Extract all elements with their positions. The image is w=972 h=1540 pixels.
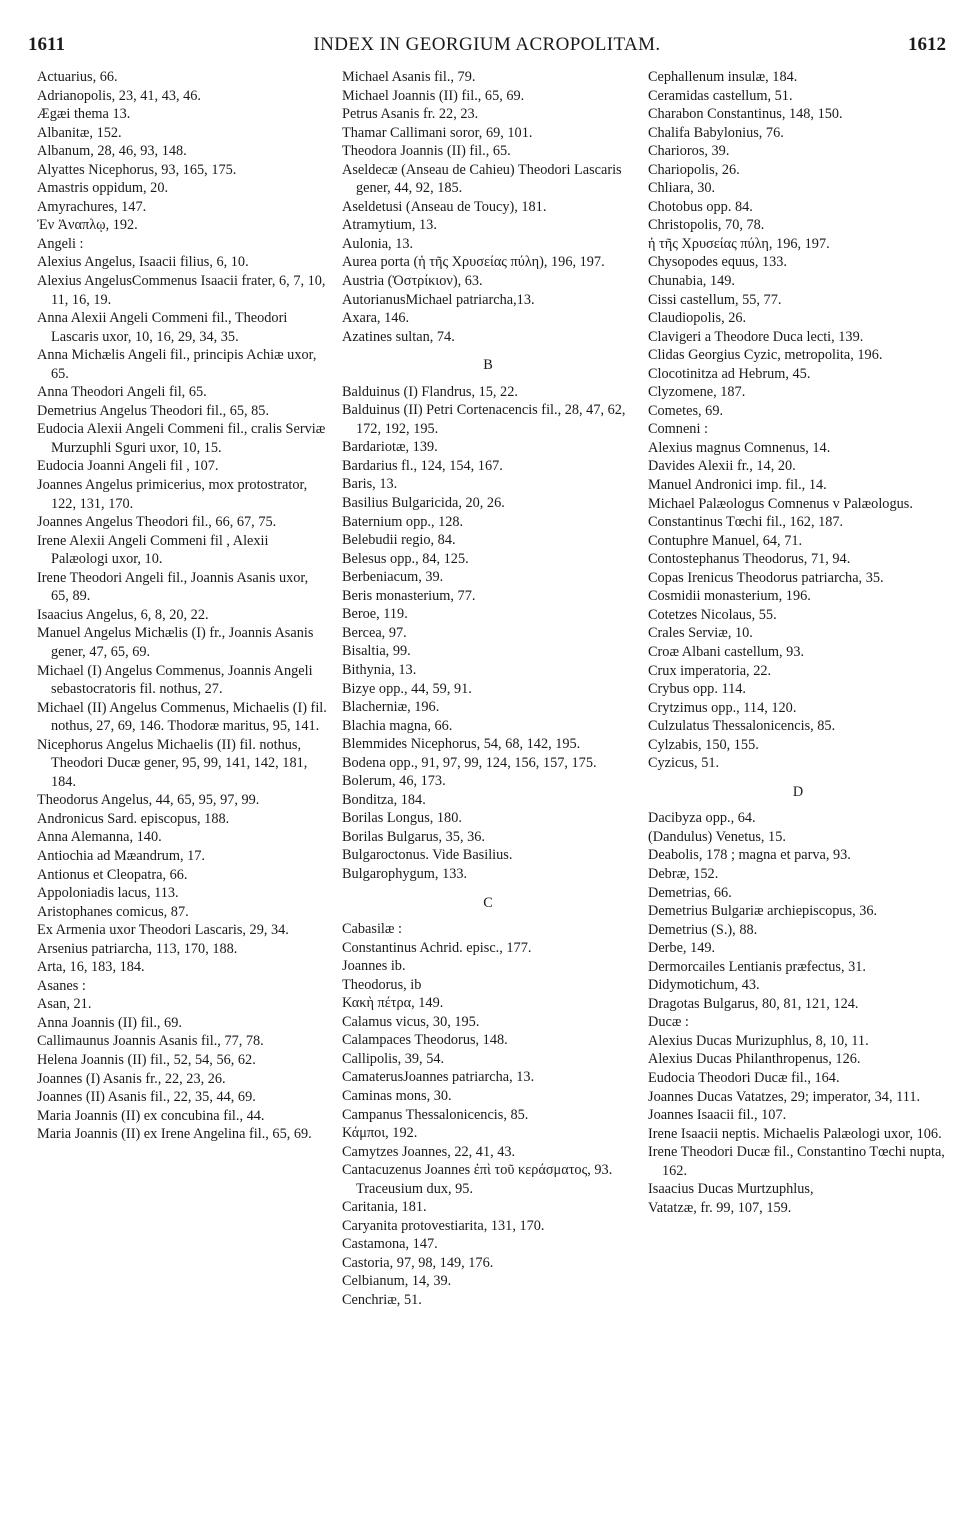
index-entry: Nicephorus Angelus Michaelis (II) fil. nothus, Theodori Ducæ gener, 95, 99, 141, 142, 181, 184. <box>37 736 308 790</box>
index-entry: Crybus opp. 114. <box>648 681 746 698</box>
index-entry: Copas Irenicus Theodorus patriarcha, 35. <box>648 569 884 586</box>
index-entry: Irene Theodori Ducæ fil., Constantino Tœchi nupta, 162. <box>648 1144 945 1179</box>
index-entry: Theodora Joannis (II) fil., 65. <box>342 143 511 160</box>
index-entry: Chliara, 30. <box>648 180 716 197</box>
index-entry: Bonditza, 184. <box>342 791 426 808</box>
index-entry: Demetrius (S.), 88. <box>648 921 758 938</box>
index-entry: Borilas Longus, 180. <box>342 810 462 827</box>
index-entry: Maria Joannis (II) ex Irene Angelina fil., 65, 69. <box>37 1126 312 1143</box>
index-entry: Bercea, 97. <box>342 624 407 641</box>
index-entry: Alexius Ducas Murizuphlus, 8, 10, 11. <box>648 1032 869 1049</box>
index-entry: Actuarius, 66. <box>37 69 118 85</box>
index-entry: Joannes Ducas Vatatzes, 29; imperator, 34, 111. <box>648 1088 921 1105</box>
index-entry: Axara, 146. <box>342 310 410 327</box>
index-entry: Bodena opp., 91, 97, 99, 124, 156, 157, 175. <box>342 754 597 771</box>
index-entry: Blacherniæ, 196. <box>342 699 440 716</box>
index-entry: Alexius AngelusCommenus Isaacii frater, 6, 7, 10, 11, 16, 19. <box>37 273 326 308</box>
index-entry: Beroe, 119. <box>342 606 408 623</box>
index-entry: Debræ, 152. <box>648 865 719 882</box>
index-entry: Bizye opp., 44, 59, 91. <box>342 680 472 697</box>
index-entry: Bithynia, 13. <box>342 661 417 678</box>
index-entry: Theodorus, ib <box>342 976 422 993</box>
index-entry: Eudocia Alexii Angeli Commeni fil., cralis Serviæ Murzuphli Sguri uxor, 10, 15. <box>37 421 326 456</box>
index-entry: Balduinus (II) Petri Cortenacencis fil., 28, 47, 62, 172, 192, 195. <box>342 402 626 437</box>
index-entry: Caritania, 181. <box>342 1199 427 1216</box>
index-entry: Asanes : <box>37 977 86 994</box>
index-entry: Celbianum, 14, 39. <box>342 1273 452 1290</box>
index-entry: Clavigeri a Theodore Duca lecti, 139. <box>648 328 864 345</box>
index-entry: Amyrachures, 147. <box>37 198 147 215</box>
index-entry: Albanitæ, 152. <box>37 124 122 141</box>
index-entry: Κακὴ πέτρα, 149. <box>342 995 444 1012</box>
index-entry: Adrianopolis, 23, 41, 43, 46. <box>37 87 202 104</box>
index-entry: Berbeniacum, 39. <box>342 569 444 586</box>
index-entry: (Dandulus) Venetus, 15. <box>648 828 786 845</box>
index-entry: Cyzicus, 51. <box>648 755 720 772</box>
index-entry: Callimaunus Joannis Asanis fil., 77, 78. <box>37 1033 264 1050</box>
index-entry: Michael Palæologus Comnenus v Palæologus. <box>648 495 913 512</box>
left-page-number: 1611 <box>28 34 65 55</box>
index-entry: Antionus et Cleopatra, 66. <box>37 866 188 883</box>
index-entry: Cissi castellum, 55, 77. <box>648 291 782 308</box>
index-entry: Croæ Albani castellum, 93. <box>648 643 805 660</box>
index-entry: Clocotinitza ad Hebrum, 45. <box>648 365 811 382</box>
index-entry: Isaacius Ducas Murtzuphlus, <box>648 1181 814 1198</box>
index-entry: Petrus Asanis fr. 22, 23. <box>342 106 479 123</box>
index-entry: Claudiopolis, 26. <box>648 310 747 327</box>
index-entry: Campanus Thessalonicencis, 85. <box>342 1106 529 1123</box>
index-entry: Bisaltia, 99. <box>342 643 411 660</box>
index-entry: Contostephanus Theodorus, 71, 94. <box>648 551 851 568</box>
section-letter: B <box>483 357 493 374</box>
index-entry: AutorianusMichael patriarcha,13. <box>342 291 535 308</box>
index-entry: Michael Joannis (II) fil., 65, 69. <box>342 87 525 104</box>
index-entry: Alexius Angelus, Isaacii filius, 6, 10. <box>37 254 249 271</box>
index-entry: Didymotichum, 43. <box>648 977 760 994</box>
index-entry: Alexius magnus Comnenus, 14. <box>648 439 831 456</box>
index-entry: Irene Theodori Angeli fil., Joannis Asanis uxor, 65, 89. <box>37 569 309 605</box>
index-column-2 <box>342 68 634 1310</box>
index-entry: Anna Joannis (II) fil., 69. <box>37 1014 182 1031</box>
index-entry: Clidas Georgius Cyzic, metropolita, 196. <box>648 347 883 364</box>
index-column-3 <box>648 68 948 1217</box>
index-entry: Bolerum, 46, 173. <box>342 773 446 790</box>
index-entry: Crytzimus opp., 114, 120. <box>648 699 797 716</box>
index-entry: Chunabia, 149. <box>648 273 735 290</box>
index-entry: Chotobus opp. 84. <box>648 198 753 215</box>
index-entry: Joannes Angelus Theodori fil., 66, 67, 75. <box>37 514 277 531</box>
index-entry: Joannes Angelus primicerius, mox protostrator, 122, 131, 170. <box>37 477 308 512</box>
index-entry: Maria Joannis (II) ex concubina fil., 44. <box>37 1107 265 1124</box>
index-entry: Asan, 21. <box>37 996 92 1013</box>
index-entry: Belesus opp., 84, 125. <box>342 550 469 567</box>
index-entry: Andronicus Sard. episcopus, 188. <box>37 810 230 827</box>
index-entry: Anna Alexii Angeli Commeni fil., Theodori Lascaris uxor, 10, 16, 29, 34, 35. <box>37 310 288 345</box>
index-entry: Chalifa Babylonius, 76. <box>648 124 784 141</box>
index-entry: Crales Serviæ, 10. <box>648 625 753 642</box>
index-entry: Demetrias, 66. <box>648 884 732 901</box>
index-entry: Appoloniadis lacus, 113. <box>37 885 179 902</box>
index-entry: Alyattes Nicephorus, 93, 165, 175. <box>37 161 237 178</box>
index-entry: Basilius Bulgaricida, 20, 26. <box>342 495 505 512</box>
index-entry: Crux imperatoria, 22. <box>648 662 772 679</box>
index-column-1 <box>37 68 327 1144</box>
index-entry: Dacibyza opp., 64. <box>648 810 756 827</box>
index-entry: Atramytium, 13. <box>342 217 437 234</box>
index-entry: Castoria, 97, 98, 149, 176. <box>342 1254 494 1271</box>
index-entry: Ceramidas castellum, 51. <box>648 87 793 104</box>
index-entry: Irene Alexii Angeli Commeni fil , Alexii Palæologi uxor, 10. <box>37 532 269 568</box>
index-entry: Joannes ib. <box>342 958 406 975</box>
index-entry: Angeli : <box>37 235 84 252</box>
index-entry: Calamus vicus, 30, 195. <box>342 1013 480 1030</box>
index-entry: Constantinus Tœchi fil., 162, 187. <box>648 514 844 531</box>
index-entry: Michael (I) Angelus Commenus, Joannis Angeli sebastocratoris fil. nothus, 27. <box>37 662 313 698</box>
index-entry: Cylzabis, 150, 155. <box>648 736 759 753</box>
index-entry: Bulgaroctonus. Vide Basilius. <box>342 847 513 864</box>
index-entry: Cephallenum insulæ, 184. <box>648 69 798 85</box>
index-entry: Constantinus Achrid. episc., 177. <box>342 939 532 956</box>
index-entry: Belebudii regio, 84. <box>342 532 456 549</box>
index-entry: Helena Joannis (II) fil., 52, 54, 56, 62. <box>37 1051 256 1068</box>
index-entry: Culzulatus Thessalonicencis, 85. <box>648 718 836 735</box>
index-entry: Clyzomene, 187. <box>648 384 746 401</box>
index-entry: Bardarius fl., 124, 154, 167. <box>342 457 503 474</box>
index-entry: Baris, 13. <box>342 476 398 493</box>
index-entry: Joannes Isaacii fil., 107. <box>648 1107 787 1124</box>
index-entry: Derbe, 149. <box>648 940 716 957</box>
index-entry: Callipolis, 39, 54. <box>342 1050 445 1067</box>
index-entry: Bardariotæ, 139. <box>342 439 438 456</box>
index-entry: Dragotas Bulgarus, 80, 81, 121, 124. <box>648 995 859 1012</box>
index-entry: Ex Armenia uxor Theodori Lascaris, 29, 34. <box>37 922 289 939</box>
section-letter: C <box>483 894 493 911</box>
index-entry: Ægæi thema 13. <box>37 106 131 123</box>
page-title: INDEX IN GEORGIUM ACROPOLITAM. <box>313 34 661 55</box>
index-entry: Aurea porta (ἡ τῆς Χρυσείας πύλη), 196, 197. <box>342 254 605 271</box>
index-entry: Irene Isaacii neptis. Michaelis Palæologi uxor, 106. <box>648 1125 942 1142</box>
index-entry: Michael Asanis fil., 79. <box>342 69 476 85</box>
index-entry: Joannes (II) Asanis fil., 22, 35, 44, 69. <box>37 1089 256 1106</box>
index-entry: ἡ τῆς Χρυσείας πύλη, 196, 197. <box>648 235 830 252</box>
index-entry: Caminas mons, 30. <box>342 1087 452 1104</box>
index-entry: Austria (Ὀστρίκιον), 63. <box>342 273 483 290</box>
index-entry: Ducæ : <box>648 1014 689 1031</box>
index-entry: Manuel Andronici imp. fil., 14. <box>648 477 827 494</box>
index-entry: Davides Alexii fr., 14, 20. <box>648 458 796 475</box>
index-entry: Christopolis, 70, 78. <box>648 217 765 234</box>
index-entry: Cabasilæ : <box>342 921 402 938</box>
index-entry: Baternium opp., 128. <box>342 513 464 530</box>
index-entry: Cometes, 69. <box>648 402 724 419</box>
index-entry: Joannes (I) Asanis fr., 22, 23, 26. <box>37 1070 226 1087</box>
index-entry: Aristophanes comicus, 87. <box>37 903 189 920</box>
index-entry: Chariopolis, 26. <box>648 161 740 178</box>
index-entry: Vatatzæ, fr. 99, 107, 159. <box>648 1199 792 1216</box>
index-entry: Theodorus Angelus, 44, 65, 95, 97, 99. <box>37 792 260 809</box>
index-entry: Balduinus (I) Flandrus, 15, 22. <box>342 383 518 400</box>
index-entry: Blachia magna, 66. <box>342 717 453 734</box>
index-entry: Albanum, 28, 46, 93, 148. <box>37 143 187 160</box>
index-entry: Blemmides Nicephorus, 54, 68, 142, 195. <box>342 736 581 753</box>
index-entry: Michael (II) Angelus Commenus, Michaelis (I) fil. nothus, 27, 69, 146. Thodoræ maritus, 95, 141. <box>37 699 327 735</box>
right-page-number: 1612 <box>908 34 946 55</box>
index-entry: Cosmidii monasterium, 196. <box>648 588 811 605</box>
index-entry: Manuel Angelus Michælis (I) fr., Joannis Asanis gener, 47, 65, 69. <box>37 625 314 660</box>
index-entry: Caryanita protovestiarita, 131, 170. <box>342 1217 545 1234</box>
index-entry: Bulgarophygum, 133. <box>342 865 468 882</box>
index-entry: Calampaces Theodorus, 148. <box>342 1032 508 1049</box>
page-header <box>28 30 946 62</box>
index-entry: Chysopodes equus, 133. <box>648 254 787 271</box>
index-entry: CamaterusJoannes patriarcha, 13. <box>342 1069 535 1086</box>
section-letter: D <box>792 783 804 800</box>
index-entry: Comneni : <box>648 421 708 438</box>
index-entry: Demetrius Bulgariæ archiepiscopus, 36. <box>648 903 878 920</box>
index-entry: Charioros, 39. <box>648 143 730 160</box>
index-entry: Charabon Constantinus, 148, 150. <box>648 106 843 123</box>
index-entry: Thamar Callimani soror, 69, 101. <box>342 124 533 141</box>
index-entry: Castamona, 147. <box>342 1236 438 1253</box>
index-entry: Anna Michælis Angeli fil., principis Achiæ uxor, 65. <box>37 347 317 382</box>
index-entry: Antiochia ad Mæandrum, 17. <box>37 847 205 864</box>
index-entry: Demetrius Angelus Theodori fil., 65, 85. <box>37 402 270 419</box>
index-entry: Κάμποι, 192. <box>342 1125 418 1142</box>
index-entry: Contuphre Manuel, 64, 71. <box>648 532 803 549</box>
index-entry: Anna Alemanna, 140. <box>37 829 162 846</box>
index-entry: Cotetzes Nicolaus, 55. <box>648 606 777 623</box>
index-entry: Azatines sultan, 74. <box>342 328 455 345</box>
index-entry: Anna Theodori Angeli fil, 65. <box>37 384 207 401</box>
index-entry: Beris monasterium, 77. <box>342 587 476 604</box>
index-entry: Eudocia Theodori Ducæ fil., 164. <box>648 1069 840 1086</box>
index-entry: Aseldecæ (Anseau de Cahieu) Theodori Lascaris gener, 44, 92, 185. <box>342 161 622 197</box>
index-entry: Dermorcailes Lentianis præfectus, 31. <box>648 958 866 975</box>
index-entry: Arta, 16, 183, 184. <box>37 959 145 976</box>
index-entry: Cantacuzenus Joannes ἐπὶ τοῦ κεράσματος, 93. Traceusium dux, 95. <box>342 1162 613 1197</box>
index-entry: Borilas Bulgarus, 35, 36. <box>342 828 485 845</box>
index-entry: Camytzes Joannes, 22, 41, 43. <box>342 1143 516 1160</box>
index-entry: Alexius Ducas Philanthropenus, 126. <box>648 1051 861 1068</box>
index-entry: Cenchriæ, 51. <box>342 1292 422 1308</box>
index-entry: Aseldetusi (Anseau de Toucy), 181. <box>342 198 547 215</box>
index-entry: Arsenius patriarcha, 113, 170, 188. <box>37 940 238 957</box>
index-entry: Aulonia, 13. <box>342 235 414 252</box>
index-entry: Eudocia Joanni Angeli fil , 107. <box>37 458 219 475</box>
index-entry: Deabolis, 178 ; magna et parva, 93. <box>648 847 851 864</box>
index-entry: Isaacius Angelus, 6, 8, 20, 22. <box>37 606 209 623</box>
index-entry: Amastris oppidum, 20. <box>37 180 169 197</box>
index-entry: Ἐν Ἀναπλῳ, 192. <box>37 217 138 234</box>
